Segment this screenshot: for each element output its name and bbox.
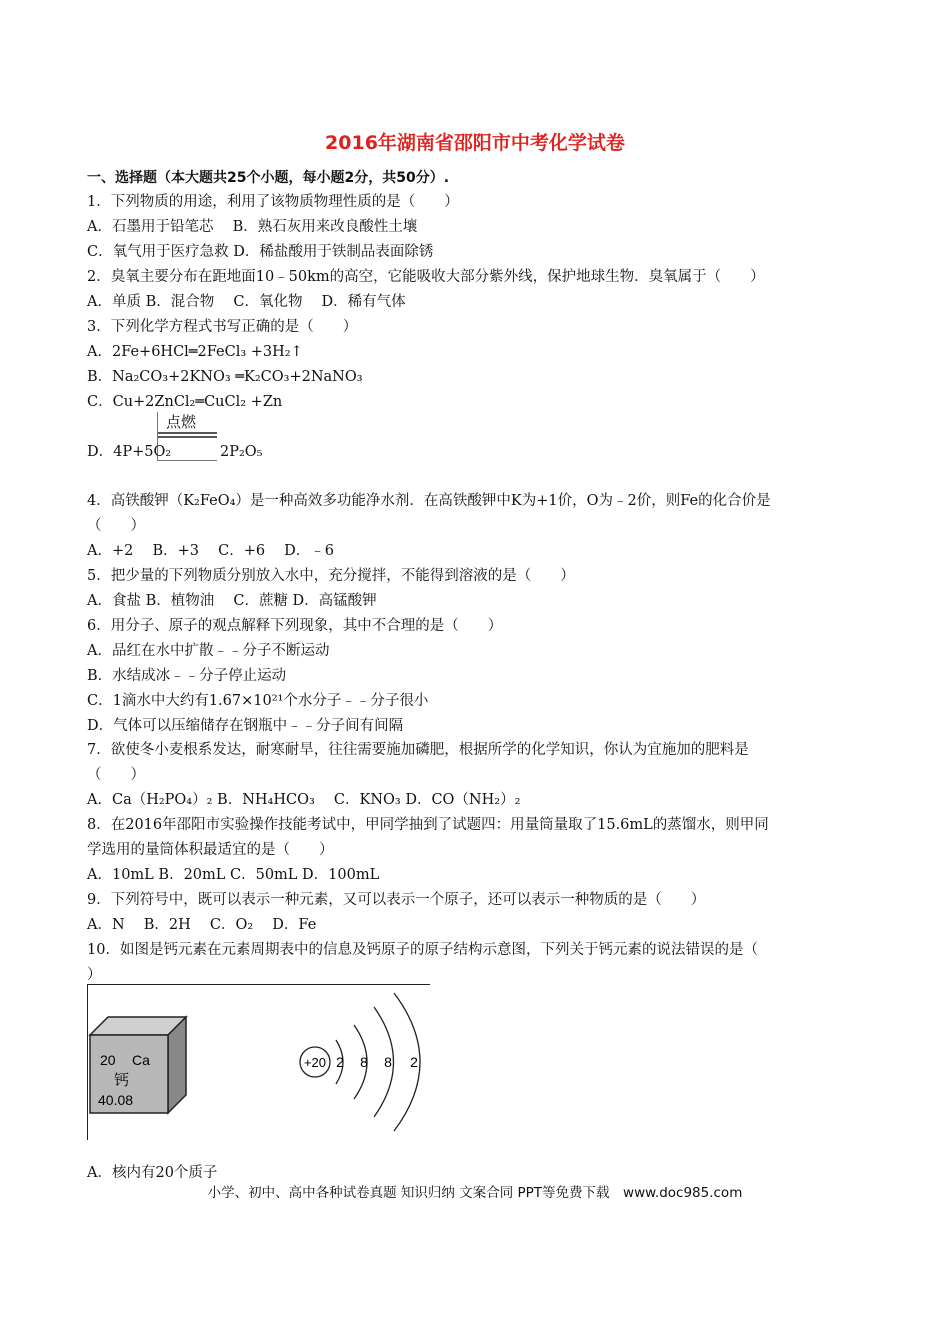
question-3-option-c: C．Cu+2ZnCl₂═CuCl₂ +Zn (87, 394, 283, 410)
question-7-paren: （ ） (87, 767, 145, 783)
question-5: 5．把少量的下列物质分别放入水中，充分搅拌，不能得到溶液的是（ ） (87, 568, 575, 584)
question-9: 9．下列符号中，既可以表示一种元素，又可以表示一个原子，还可以表示一种物质的是（ ） (87, 892, 706, 908)
question-8: 8．在2016年邵阳市实验操作技能考试中，甲同学抽到了试题四：用量筒量取了15.6mL的蒸馏水，则甲同 (87, 817, 769, 833)
element-number: 20 (100, 1052, 116, 1068)
page-footer: 小学、初中、高中各种试卷真题 知识归纳 文案合同 PPT等免费下载 www.doc985.com (207, 1185, 743, 1201)
question-1-options-cd: C．氧气用于医疗急救 D．稀盐酸用于铁制品表面除锈 (87, 244, 434, 260)
atomic-mass: 40.08 (98, 1092, 134, 1108)
question-6-option-d: D．气体可以压缩储存在钢瓶中﹣﹣分子间有间隔 (87, 718, 404, 734)
question-5-options: A．食盐 B．植物油 C．蔗糖 D．高锰酸钾 (87, 593, 377, 609)
question-7-options: A．Ca（H₂PO₄）₂ B．NH₄HCO₃ C．KNO₃ D．CO（NH₂）₂ (87, 792, 521, 808)
question-1-options-ab: A．石墨用于铅笔芯 B．熟石灰用来改良酸性土壤 (87, 219, 418, 235)
question-10-option-a: A．核内有20个质子 (87, 1165, 218, 1181)
question-8-options: A．10mL B．20mL C．50mL D．100mL (87, 867, 380, 883)
question-9-options: A．N B．2H C．O₂ D．Fe (87, 917, 317, 933)
shell-electrons-1: 2 (336, 1054, 344, 1070)
question-3-option-d-left: D．4P+5O₂ (87, 444, 172, 460)
condition-line-top (157, 432, 217, 434)
shell-electrons-2: 8 (360, 1054, 368, 1070)
question-10: 10．如图是钙元素在元素周期表中的信息及钙原子的原子结构示意图，下列关于钙元素的说法错误的是（ (87, 942, 758, 958)
cube-side-face (168, 1017, 186, 1113)
calcium-figure (87, 984, 430, 1140)
shell-electrons-3: 8 (384, 1054, 392, 1070)
question-4-options: A．+2 B．+3 C．+6 D．﹣6 (87, 543, 335, 559)
calcium-diagram (88, 985, 430, 1140)
question-7: 7．欲使冬小麦根系发达，耐寒耐旱，往往需要施加磷肥，根据所学的化学知识，你认为宜施加的肥料是 (87, 742, 749, 758)
question-6-option-c: C．1滴水中大约有1.67×10²¹个水分子﹣﹣分子很小 (87, 693, 429, 709)
question-3: 3．下列化学方程式书写正确的是（ ） (87, 319, 358, 335)
shell-electrons-4: 2 (410, 1054, 418, 1070)
exam-title: 2016年湖南省邵阳市中考化学试卷 (325, 132, 625, 154)
reaction-condition: 点燃 (166, 413, 197, 431)
element-name: 钙 (114, 1071, 130, 1089)
question-3-option-b: B．Na₂CO₃+2KNO₃ ═K₂CO₃+2NaNO₃ (87, 369, 363, 385)
nucleus-charge: +20 (303, 1055, 327, 1070)
question-4-paren: （ ） (87, 518, 145, 534)
question-6-option-a: A．品红在水中扩散﹣﹣分子不断运动 (87, 643, 330, 659)
question-4: 4．高铁酸钾（K₂FeO₄）是一种高效多功能净水剂．在高铁酸钾中K为+1价，O为﹣2价，则Fe的化合价是 (87, 493, 771, 509)
section-heading: 一、选择题（本大题共25个小题，每小题2分，共50分）. (87, 170, 450, 186)
question-2-options: A．单质 B．混合物 C．氧化物 D．稀有气体 (87, 294, 406, 310)
question-1: 1．下列物质的用途，利用了该物质物理性质的是（ ） (87, 194, 459, 210)
question-8-continued: 学选用的量筒体积最适宜的是（ ） (87, 842, 334, 858)
question-6: 6．用分子、原子的观点解释下列现象，其中不合理的是（ ） (87, 618, 503, 634)
question-2: 2．臭氧主要分布在距地面10﹣50km的高空，它能吸收大部分紫外线，保护地球生物．臭氧属于（ ） (87, 269, 765, 285)
question-3-option-a: A．2Fe+6HCl═2FeCl₃ +3H₂↑ (87, 344, 303, 360)
question-3-option-d-right: 2P₂O₅ (220, 444, 263, 460)
question-10-continued: ） (87, 967, 102, 983)
question-6-option-b: B．水结成冰﹣﹣分子停止运动 (87, 668, 287, 684)
condition-line-bottom (157, 436, 217, 438)
element-symbol: Ca (132, 1052, 150, 1068)
